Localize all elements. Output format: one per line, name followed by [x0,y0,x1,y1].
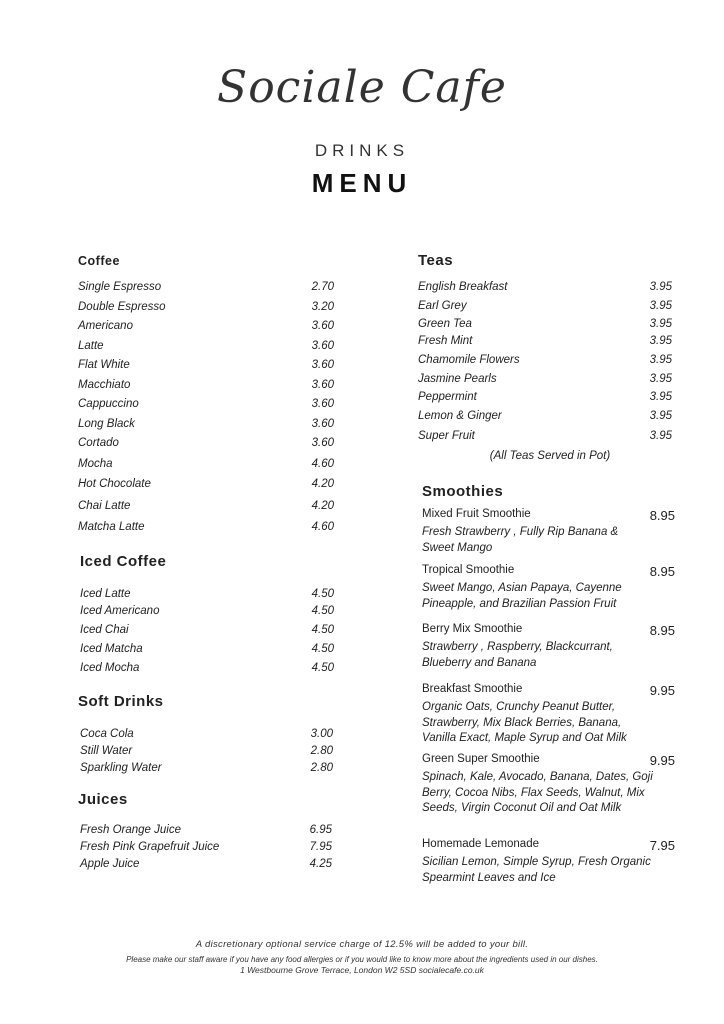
item-name: Macchiato [78,378,131,391]
section-heading-iced-coffee: Iced Coffee [80,553,167,570]
item-price: 3.00 [310,728,333,740]
menu-item [80,762,333,779]
item-description: Sweet Mango, Asian Papaya, Cayenne Pineapple, and Brazilian Passion Fruit [422,582,622,610]
menu-item [78,478,334,500]
menu-item [80,605,334,624]
menu-item [80,745,333,762]
menu-item [78,521,334,541]
menu-item [78,281,334,301]
iced-coffee-section [80,553,334,681]
item-price: 3.95 [649,409,672,422]
item-name: Tropical Smoothie [422,564,515,576]
item-price: 3.95 [649,299,672,312]
item-name: Apple Juice [80,858,140,870]
menu-item [418,335,672,355]
menu-subtitle: DRINKS [314,141,410,160]
address-line: 1 Westbourne Grove Terrace, London W2 5SD socialecafe.co.uk [240,965,484,975]
menu-item [78,379,334,399]
item-name: English Breakfast [418,281,508,293]
menu-item [80,588,334,605]
menu-item [78,418,334,438]
item-price: 3.60 [311,320,334,332]
item-name: Iced Chai [80,623,129,636]
menu-item [80,841,332,858]
item-price: 2.80 [310,762,333,774]
smoothie-item [422,508,675,564]
smoothie-item [422,753,675,838]
item-name: Long Black [78,417,135,430]
item-description: Sicilian Lemon, Simple Syrup, Fresh Organic Spearmint Leaves and Ice [422,856,651,884]
menu-item [418,318,672,335]
item-price: 8.95 [649,564,675,579]
menu-item [78,340,334,360]
item-price: 7.95 [309,841,332,853]
item-price: 4.50 [311,623,334,636]
menu-item [78,320,334,340]
item-name: Mixed Fruit Smoothie [422,508,531,520]
menu-item [80,624,334,643]
item-price: 4.25 [309,858,332,870]
item-price: 3.60 [311,398,334,410]
item-name: Coca Cola [80,728,134,740]
smoothie-item [422,683,675,753]
item-price: 6.95 [309,824,332,836]
item-name: Latte [78,339,104,352]
item-price: 4.50 [311,642,334,655]
menu-item [78,437,334,458]
soft-drinks-section [78,693,333,779]
item-price: 3.60 [311,437,334,449]
menu-item [418,354,672,373]
item-price: 3.60 [311,378,334,391]
item-price: 4.20 [311,499,334,512]
iced-coffee-list [80,588,334,681]
menu-item [78,398,334,418]
juices-list [78,824,332,875]
item-price: 2.80 [310,745,333,757]
item-price: 2.70 [311,281,334,293]
item-name: Chamomile Flowers [418,354,520,366]
item-name: Single Espresso [78,281,162,293]
menu-item [78,458,334,479]
item-name: Iced Matcha [80,642,143,655]
item-name: Iced Mocha [80,661,140,674]
item-name: Super Fruit [418,430,475,442]
item-name: Jasmine Pearls [418,372,497,385]
menu-item [418,300,672,319]
item-description: Strawberry , Raspberry, Blackcurrant, Blueberry and Banana [422,641,613,669]
item-price: 9.95 [649,683,675,698]
item-price: 3.95 [649,354,672,366]
item-price: 7.95 [649,838,675,853]
item-price: 8.95 [649,508,675,523]
item-price: 3.95 [649,430,672,442]
item-name: Matcha Latte [78,521,145,533]
soft-drinks-list [78,728,333,779]
teas-section [418,252,672,462]
item-name: Fresh Mint [418,334,473,347]
item-price: 3.95 [649,281,672,293]
item-price: 3.20 [311,300,334,313]
item-name: Mocha [78,457,113,470]
smoothies-section [422,483,675,883]
item-name: Green Super Smoothie [422,753,540,765]
item-name: Cortado [78,437,119,449]
item-price: 4.60 [311,521,334,533]
item-price: 3.60 [311,417,334,430]
menu-title: MENU [311,168,413,198]
item-price: 3.60 [311,359,334,371]
item-name: Still Water [80,745,133,757]
item-name: Double Espresso [78,300,166,313]
teas-note: (All Teas Served in Pot) [489,450,611,462]
service-charge-note: A discretionary optional service charge of 12.5% will be added to your bill. [195,939,529,950]
item-price: 8.95 [649,623,675,638]
item-name: Flat White [78,359,130,371]
item-price: 4.20 [311,478,334,490]
item-name: Iced Americano [80,604,160,617]
item-description: Organic Oats, Crunchy Peanut Butter, Strawberry, Mix Black Berries, Banana, Vanilla Exact, Maple Syrup and Oat Milk [422,701,627,744]
item-price: 4.50 [311,604,334,617]
juices-section [78,791,332,875]
menu-item [80,662,334,681]
item-name: Green Tea [418,318,472,330]
item-name: Lemon & Ginger [418,409,502,422]
item-price: 4.60 [311,457,334,470]
smoothie-item [422,838,675,883]
smoothie-item [422,564,675,623]
item-price: 3.60 [311,339,334,352]
menu-item [418,410,672,431]
item-name: Peppermint [418,391,477,403]
item-price: 4.50 [311,588,334,600]
item-name: Hot Chocolate [78,478,151,490]
teas-list [418,281,672,450]
menu-item [418,373,672,392]
item-name: Homemade Lemonade [422,838,539,850]
section-heading-teas: Teas [418,252,454,269]
item-name: Fresh Pink Grapefruit Juice [80,841,220,853]
item-name: Breakfast Smoothie [422,683,523,695]
section-heading-soft-drinks: Soft Drinks [78,693,164,710]
item-description: Fresh Strawberry , Fully Rip Banana & Sweet Mango [422,526,619,554]
menu-item [78,301,334,321]
menu-item [78,500,334,522]
item-price: 3.95 [649,391,672,403]
item-name: Fresh Orange Juice [80,824,181,836]
item-name: Cappuccino [78,398,139,410]
menu-item [80,728,333,745]
menu-item [418,391,672,410]
section-heading-juices: Juices [78,791,128,808]
item-price: 4.50 [311,661,334,674]
menu-item [418,281,672,300]
item-price: 9.95 [649,753,675,768]
item-description: Spinach, Kale, Avocado, Banana, Dates, Goji Berry, Cocoa Nibs, Flax Seeds, Walnut, Mix Seeds, Virgin Coconut Oil and Oat Milk [422,771,653,814]
coffee-section [78,254,334,541]
item-name: Iced Latte [80,588,131,600]
item-name: Berry Mix Smoothie [422,623,523,635]
item-price: 3.95 [649,318,672,330]
coffee-list [78,281,334,541]
menu-item [78,359,334,379]
menu-item [80,643,334,662]
allergy-note: Please make our staff aware if you have any food allergies or if you would like to know more about the ingredients used in our dishes. [126,955,598,964]
section-heading-smoothies: Smoothies [422,483,504,500]
smoothie-item [422,623,675,683]
menu-item [418,430,672,450]
item-name: Earl Grey [418,299,467,312]
menu-item [80,858,332,875]
brand-logo: Sociale Cafe [217,62,507,113]
section-heading-coffee: Coffee [78,254,120,268]
item-name: Sparkling Water [80,762,162,774]
item-price: 3.95 [649,372,672,385]
item-name: Chai Latte [78,499,131,512]
item-price: 3.95 [649,334,672,347]
menu-item [80,824,332,841]
item-name: Americano [78,320,133,332]
